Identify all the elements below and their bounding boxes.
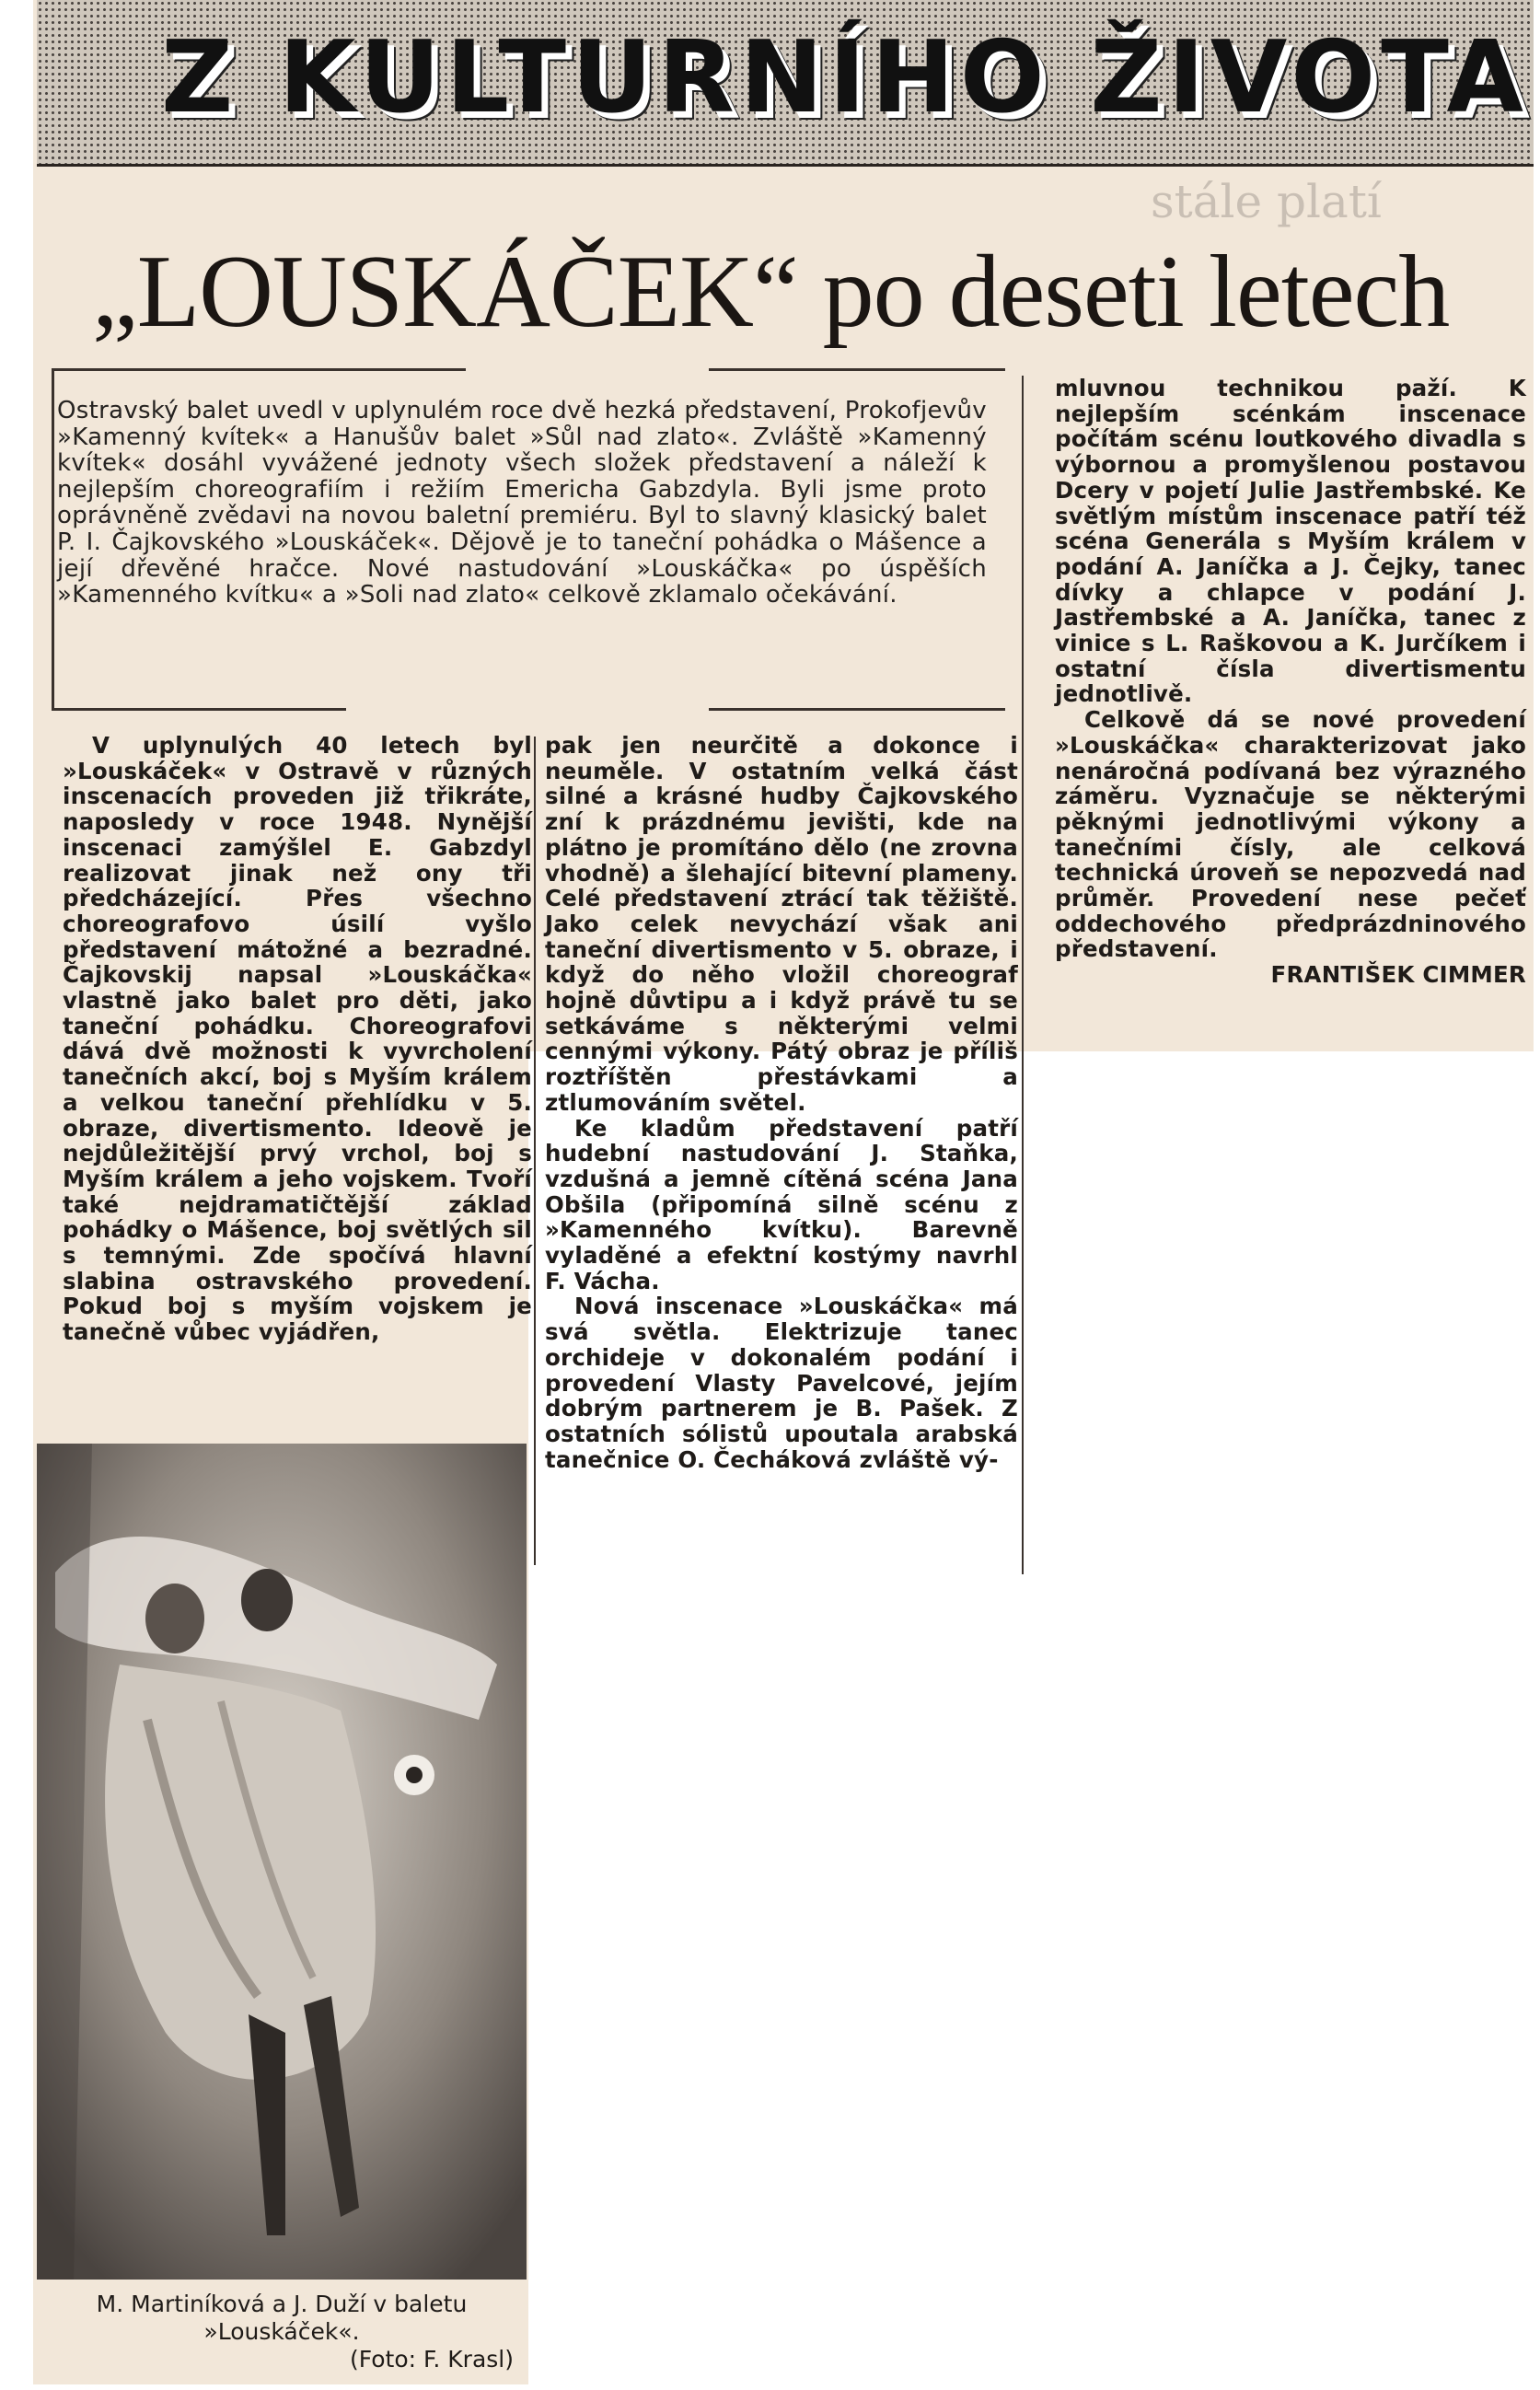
- lead-rule-left: [52, 368, 54, 711]
- column-3-paragraph: mluvnou technikou paží. K nejlepším scénkám inscenace počítám scénu loutkového divadla s výbornou a promyšlenou postavou Dcery v pojetí Julie Jastřembské. Ke světlým místům inscenace patří též scéna Generála s Myším králem v podání A. Janíčka a J. Čejky, tanec dívky a chlapce v podání J. Jastřembské a A. Janíčka, tanec z vinice s L. Raškovou a K. Jurčíkem i ostatní čísla divertismentu jednotlivě.: [1055, 375, 1526, 708]
- lead-rule-top-right: [709, 368, 1005, 371]
- article-column-3: [1055, 376, 1526, 988]
- photo-caption-text: M. Martiníková a J. Duží v baletu »Louskáček«.: [96, 2291, 468, 2345]
- column-1-paragraph: V uplynulých 40 letech byl »Louskáček« v Ostravě v různých inscenacích proveden již třikráte, naposledy v roce 1948. Nynější inscenaci zamýšlel E. Gabzdyl realizovat jinak než ony tři předcházející. Přes všechno choreografovo úsilí vyšlo představení mátožné a bezradné. Čajkovskij napsal »Louskáčka« vlastně jako balet pro děti, jako taneční pohádku. Choreografovi dává dvě možnosti k vyvrcholení tanečních akcí, boj s Myším králem a velkou taneční přehlídku v 5. obraze, divertismento. Ideově je nejdůležitější prvý vrchol, boj s Myším králem a jeho vojskem. Tvoří také nejdramatičtější základ pohádky o Mášence, boj světlých sil s temnými. Zde spočívá hlavní slabina ostravského provedení. Pokud boj s myším vojskem je tanečně vůbec vyjádřen,: [63, 732, 532, 1346]
- column-2-paragraph: Ke kladům představení patří hudební nastudování J. Staňka, vzdušná a jemně cítěná scéna Jana Obšila (připomíná silně scénu z »Kamenného kvítku). Barevně vyladěné a efektní kostýmy navrhl F. Vácha.: [545, 1114, 1018, 1294]
- column-divider-right: [1022, 376, 1024, 1574]
- photo-caption: [37, 2291, 527, 2373]
- article-column-2: [545, 733, 1018, 1472]
- ballet-photo: [37, 1444, 527, 2280]
- lead-rule-bottom-right: [709, 708, 1005, 711]
- column-3-paragraph: Celkově dá se nové provedení »Louskáčka« charakterizovat jako nenáročná podívaná bez výrazného záměru. Vyznačuje se některými pěknými jednotlivými výkony a tanečními čísly, ale celková technická úroveň se nepozvedá nad průměr. Provedení nese pečeť oddechového předprázdninového představení.: [1055, 706, 1526, 963]
- author-byline: FRANTIŠEK CIMMER: [1270, 961, 1526, 989]
- ballet-photo-image: [37, 1444, 527, 2280]
- column-2-paragraph: pak jen neurčitě a dokonce i neuměle. V ostatním velká část silné a krásné hudby Čajkovského zní k prázdnému jevišti, kde na plátno je promítáno dělo (ne zrovna vhodně) a šlehající bitevní plameny. Celé představení ztrácí tak těžiště. Jako celek nevychází však ani taneční divertismento v 5. obraze, i když do něho vložil choreograf hojně důvtipu a i když právě tu se setkáváme s některými velmi cennými výkony. Pátý obraz je příliš roztříštěn přestávkami a ztlumováním světel.: [545, 732, 1018, 1116]
- lead-paragraph: Ostravský balet uvedl v uplynulém roce dvě hezká představení, Prokofjevův »Kamenný kvítek« a Hanušův balet »Sůl nad zlato«. Zvláště »Kamenný kvítek« dosáhl vyvážené jednoty všech složek představení a náleží k nejlepším choreografiím i režiím Emericha Gabzdyla. Byli jsme proto oprávněně zvědavi na novou baletní premiéru. Byl to slavný klasický balet P. I. Čajkovského »Louskáček«. Dějově je to taneční pohádka o Mášence a její dřevěné hračce. Nové nastudování »Louskáčka« po úspěších »Kamenného kvítku« a »Soli nad zlato« celkově zklamalo očekávání.: [57, 397, 987, 609]
- lead-rule-top-left: [52, 368, 466, 371]
- adjacent-article-fragment: stále platí: [1151, 175, 1382, 228]
- masthead-title: Z KULTURNÍHO ŽIVOTA: [161, 20, 1530, 135]
- lead-rule-bottom-left: [52, 708, 346, 711]
- article-headline: „LOUSKÁČEK“ po deseti letech: [92, 235, 1450, 349]
- article-column-1: [63, 733, 532, 1345]
- column-2-paragraph: Nová inscenace »Louskáčka« má svá světla. Elektrizuje tanec orchideje v dokonalém podání i provedení Vlasty Pavelcové, jejím dobrým partnerem je B. Pašek. Z ostatních sólistů upoutala arabská tanečnice O. Čecháková zvláště vý-: [545, 1293, 1018, 1473]
- column-divider-middle: [534, 737, 536, 1565]
- photo-credit: (Foto: F. Krasl): [350, 2346, 514, 2373]
- masthead-banner: [37, 0, 1534, 167]
